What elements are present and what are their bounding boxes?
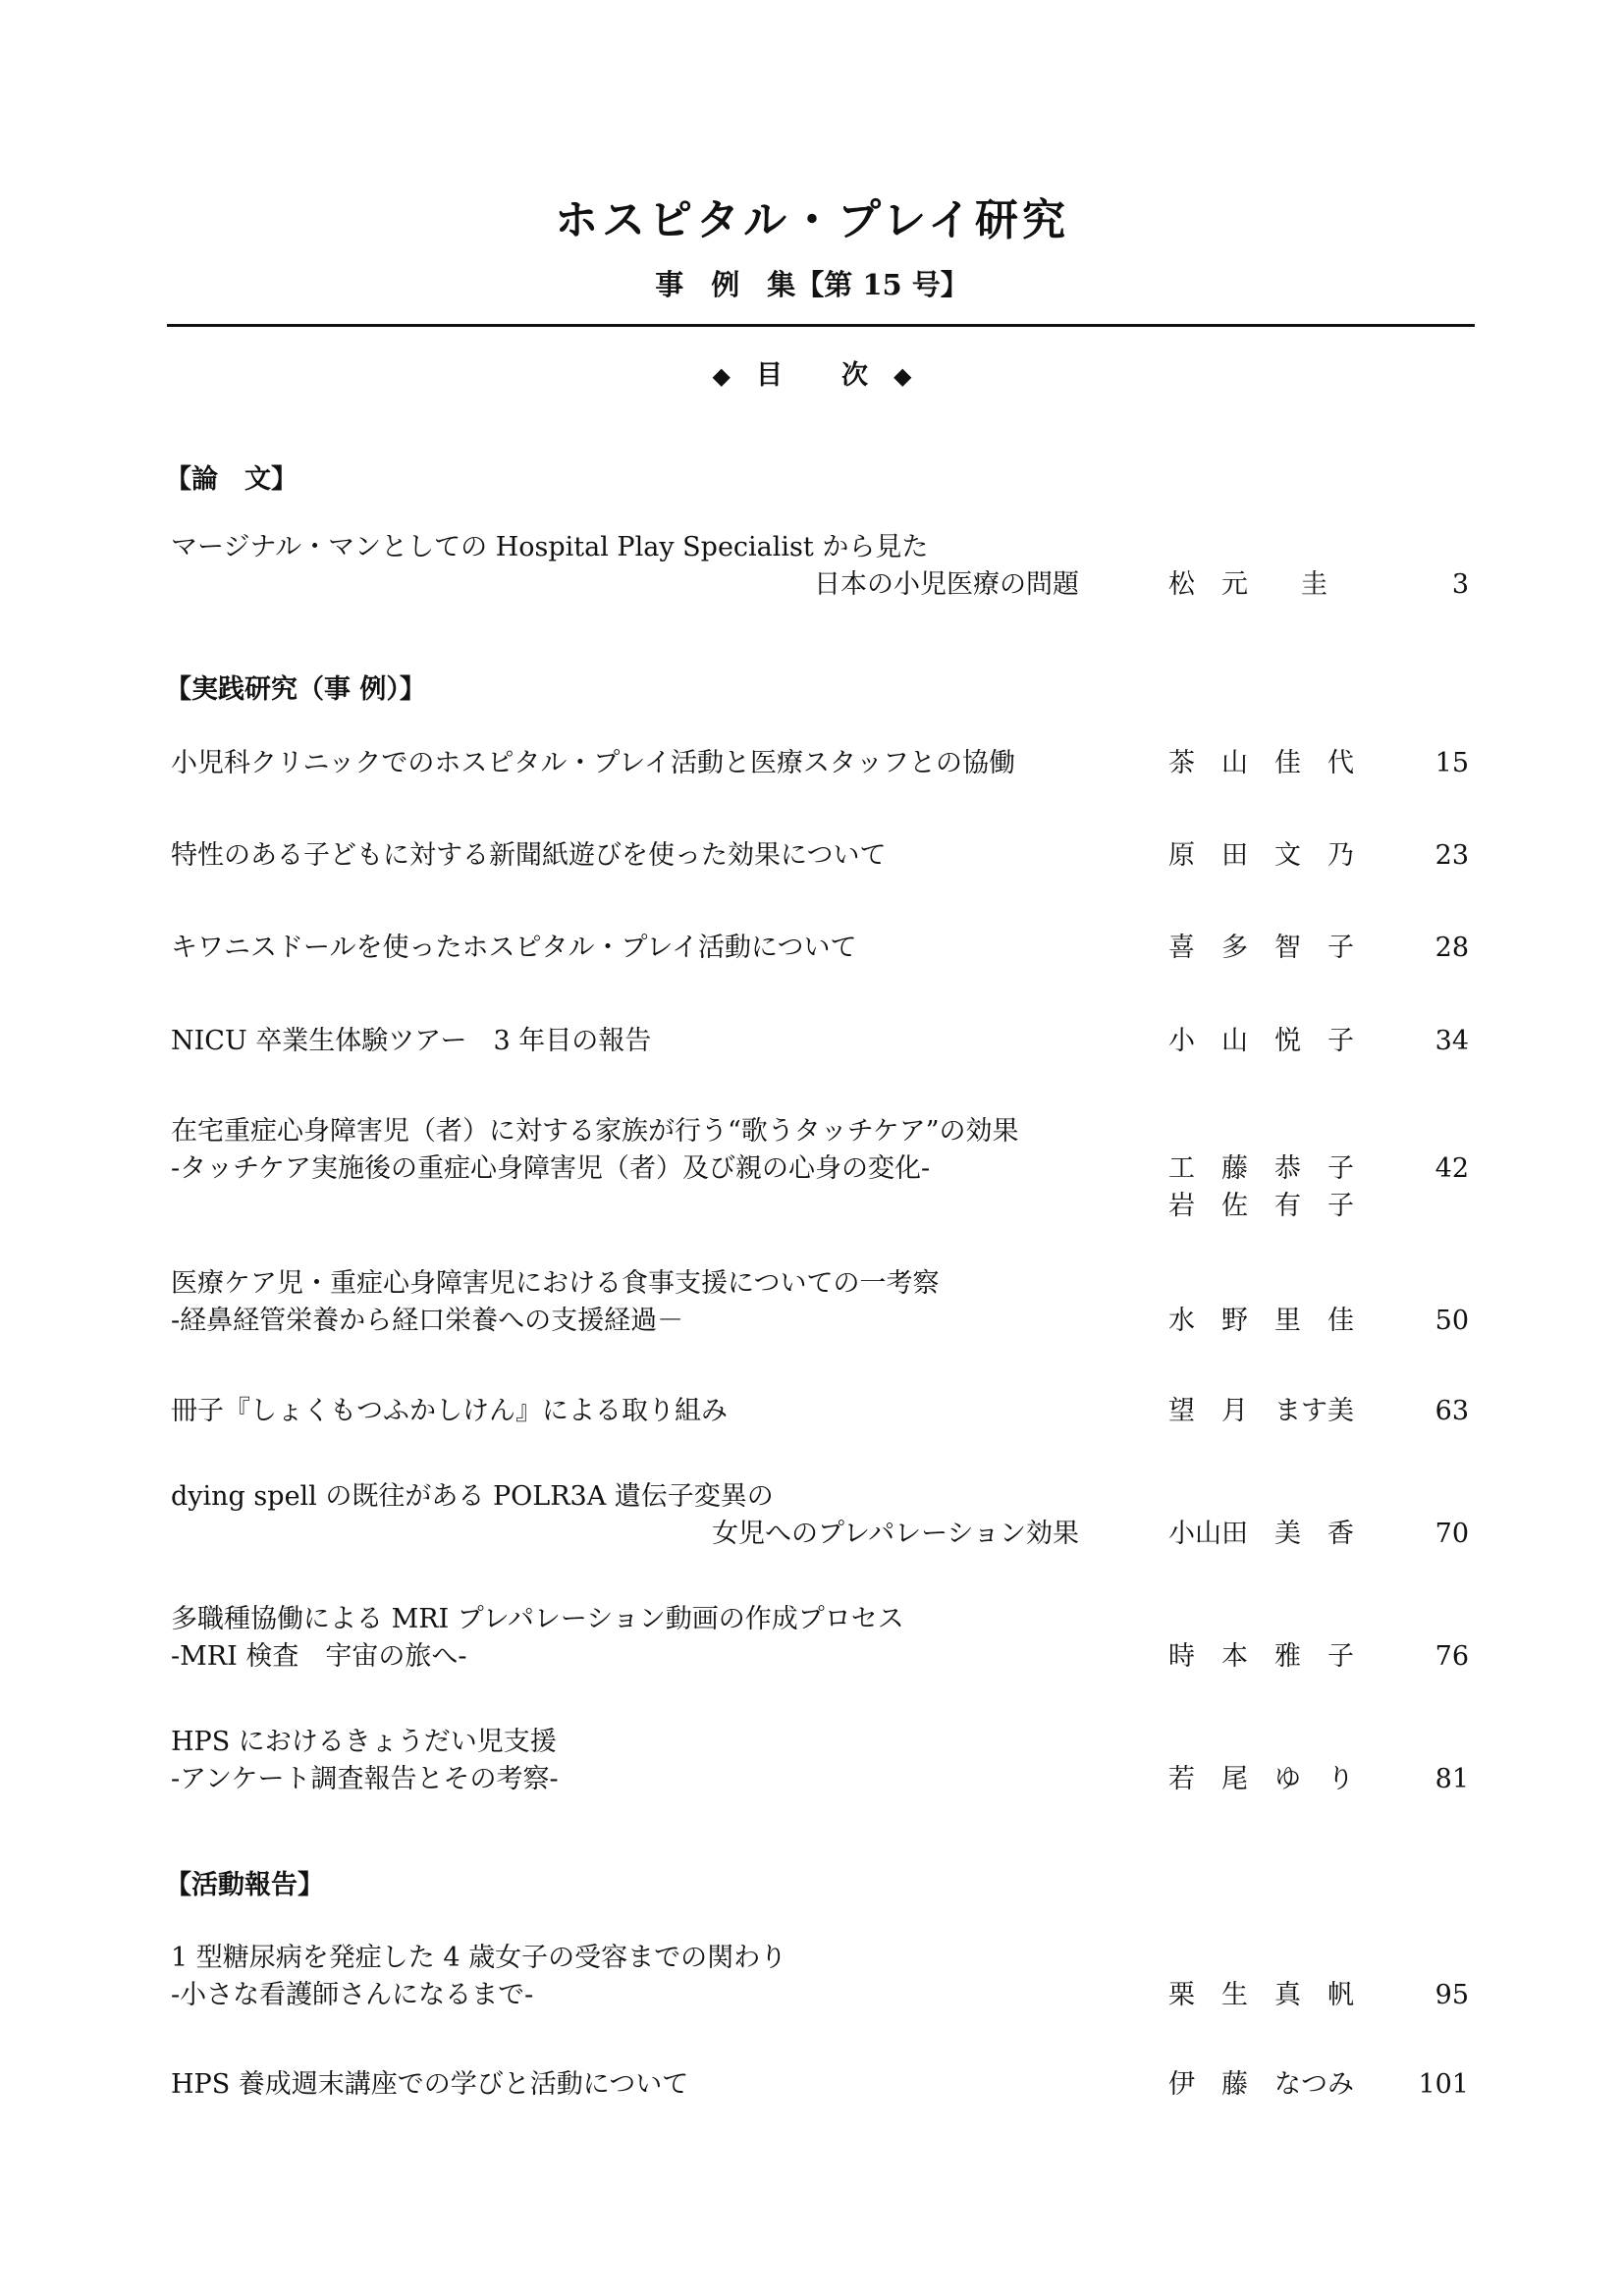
issue-number: 【第 15 号】: [795, 268, 969, 301]
entry-title: マージナル・マンとしての Hospital Play Specialist から見た: [171, 532, 929, 562]
entry-page-number: 63: [1435, 1396, 1469, 1426]
title-divider: [167, 324, 1475, 327]
subtitle-char: 例: [711, 268, 740, 301]
toc-entry[interactable]: [0, 528, 1624, 607]
toc-heading-char: 次: [841, 360, 868, 391]
page-title: ホスピタル・プレイ研究: [554, 195, 1070, 245]
entry-title-continued: ‐MRI 検査 宇宙の旅へ‐: [171, 1641, 467, 1672]
entry-author: 岩 佐 有 子: [1168, 1191, 1354, 1221]
entry-page-number: 101: [1418, 2069, 1469, 2100]
entry-title: 1 型糖尿病を発症した 4 歳女子の受容までの関わり: [171, 1943, 787, 1973]
diamond-icon: ◆: [712, 361, 731, 390]
section-heading-jissen: 【実践研究（事 例）】: [165, 674, 426, 705]
section-heading-ronbun: 【論 文】: [165, 464, 298, 495]
toc-entry[interactable]: [0, 1939, 1624, 2017]
entry-author: 茶 山 佳 代: [1168, 748, 1354, 778]
entry-title: 在宅重症心身障害児（者）に対する家族が行う“歌うタッチケア”の効果: [171, 1116, 1019, 1147]
entry-title-continued: ‐タッチケア実施後の重症心身障害児（者）及び親の心身の変化‐: [171, 1153, 931, 1184]
diamond-icon: ◆: [893, 361, 912, 390]
entry-page-number: 28: [1435, 933, 1469, 963]
entry-title: NICU 卒業生体験ツアー 3 年目の報告: [171, 1026, 652, 1056]
subtitle: [0, 263, 1624, 303]
subtitle-char: 集: [767, 268, 796, 301]
entry-page-number: 95: [1435, 1980, 1469, 2010]
entry-page-number: 15: [1435, 748, 1469, 778]
entry-title: 医療ケア児・重症心身障害児における食事支援についての一考察: [171, 1268, 940, 1299]
toc-entry[interactable]: [0, 1264, 1624, 1343]
toc-entry[interactable]: [0, 2065, 1624, 2144]
toc-entry[interactable]: [0, 744, 1624, 823]
toc-entry[interactable]: [0, 1477, 1624, 1556]
toc-heading-char: 目: [756, 360, 783, 391]
entry-author: 原 田 文 乃: [1168, 840, 1354, 871]
entry-page-number: 42: [1435, 1153, 1469, 1184]
entry-title: キワニスドールを使ったホスピタル・プレイ活動について: [171, 933, 857, 963]
entry-title: dying spell の既往がある POLR3A 遺伝子変異の: [171, 1481, 774, 1512]
entry-title-continued: ‐小さな看護師さんになるまで‐: [171, 1980, 534, 2010]
entry-page-number: 23: [1435, 840, 1469, 871]
entry-author: 栗 生 真 帆: [1168, 1980, 1354, 2010]
entry-author: 小山田 美 香: [1168, 1519, 1354, 1549]
toc-entry[interactable]: [0, 1600, 1624, 1679]
entry-author: 喜 多 智 子: [1168, 933, 1354, 963]
entry-page-number: 76: [1435, 1641, 1469, 1672]
toc-entry[interactable]: [0, 1022, 1624, 1100]
entry-author: 工 藤 恭 子: [1168, 1153, 1354, 1184]
entry-author: 望 月 ます美: [1168, 1396, 1354, 1426]
toc-entry[interactable]: [0, 1392, 1624, 1470]
entry-author: 小 山 悦 子: [1168, 1026, 1354, 1056]
toc-entry[interactable]: [0, 1723, 1624, 1801]
entry-title-continued: ‐経鼻経管栄養から経口栄養への支援経過－: [171, 1306, 684, 1336]
toc-entry[interactable]: [0, 1112, 1624, 1230]
entry-page-number: 70: [1435, 1519, 1469, 1549]
entry-page-number: 3: [1451, 569, 1469, 600]
entry-title: 冊子『しょくもつふかしけん』による取り組み: [171, 1396, 728, 1426]
entry-title: 特性のある子どもに対する新聞紙遊びを使った効果について: [171, 840, 887, 871]
entry-author: 松 元 圭: [1168, 569, 1327, 600]
entry-title: HPS 養成週末講座での学びと活動について: [171, 2069, 689, 2100]
entry-author: 伊 藤 なつみ: [1168, 2069, 1354, 2100]
entry-title: 多職種協働による MRI プレパレーション動画の作成プロセス: [171, 1604, 904, 1634]
subtitle-char: 事: [655, 268, 684, 301]
entry-title-continued: 日本の小児医療の問題: [814, 569, 1079, 600]
entry-title-continued: ‐アンケート調査報告とその考察‐: [171, 1764, 559, 1794]
entry-title-continued: 女児へのプレパレーション効果: [712, 1519, 1079, 1549]
entry-title: HPS におけるきょうだい児支援: [171, 1727, 557, 1757]
toc-heading: [0, 353, 1624, 392]
entry-author: 若 尾 ゆ り: [1168, 1764, 1354, 1794]
toc-entry[interactable]: [0, 929, 1624, 1007]
entry-title: 小児科クリニックでのホスピタル・プレイ活動と医療スタッフとの協働: [171, 748, 1015, 778]
section-heading-katsudo: 【活動報告】: [165, 1870, 324, 1900]
entry-page-number: 50: [1435, 1306, 1469, 1336]
entry-author: 時 本 雅 子: [1168, 1641, 1354, 1672]
entry-page-number: 81: [1435, 1764, 1469, 1794]
toc-entry[interactable]: [0, 836, 1624, 915]
entry-page-number: 34: [1435, 1026, 1469, 1056]
entry-author: 水 野 里 佳: [1168, 1306, 1354, 1336]
